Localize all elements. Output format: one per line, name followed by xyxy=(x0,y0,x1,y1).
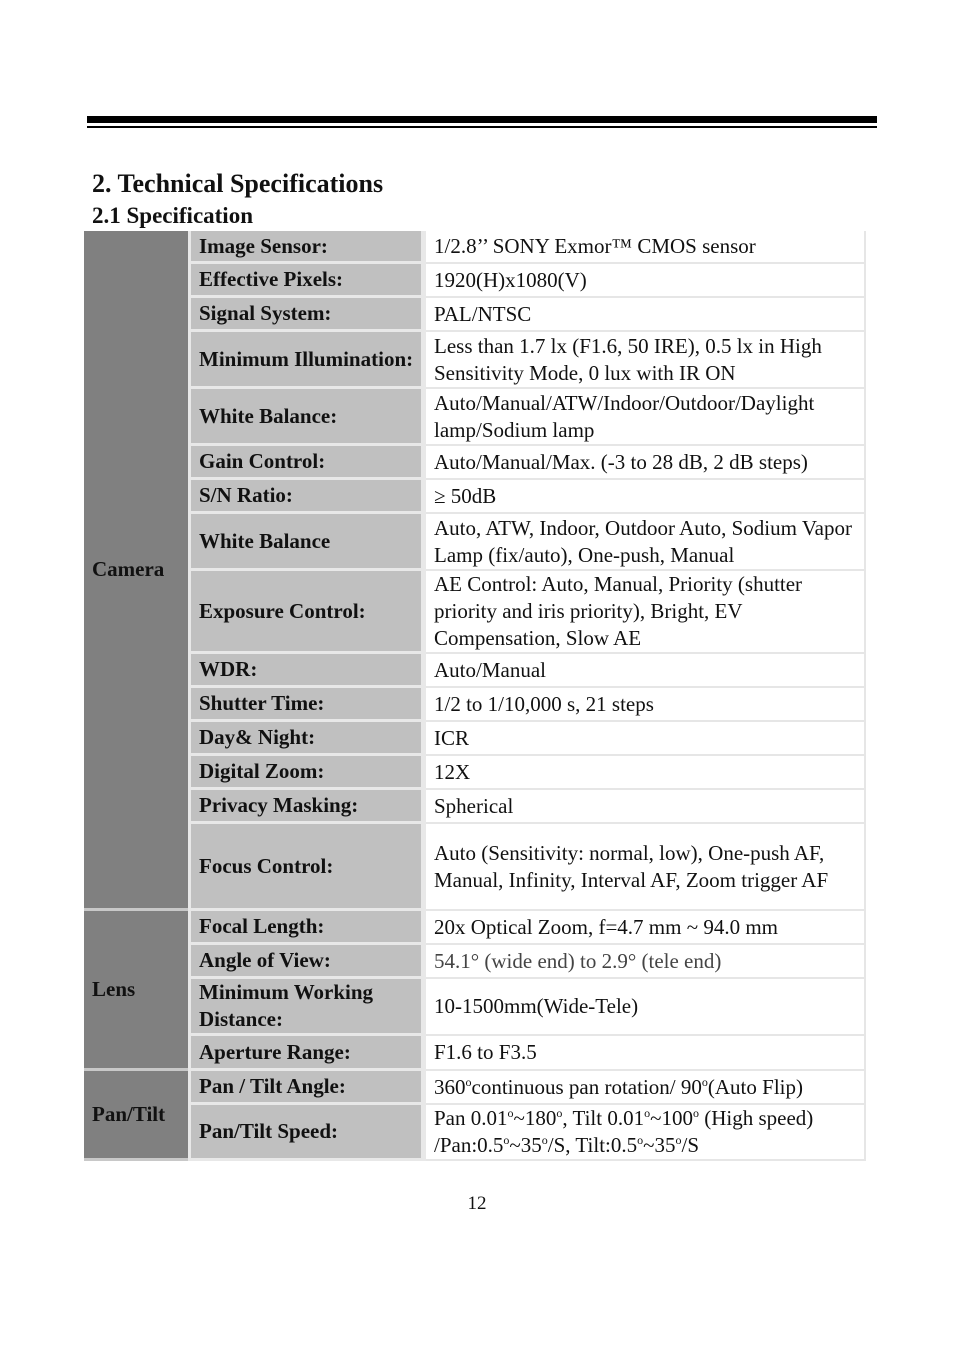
spec-value: Spherical xyxy=(426,790,866,824)
spec-label: Signal System: xyxy=(188,298,426,332)
category-lens: Lens xyxy=(84,911,188,1071)
spec-value: Auto/Manual/ATW/Indoor/Outdoor/Daylight lamp/Sodium lamp xyxy=(426,389,866,446)
spec-label: Gain Control: xyxy=(188,446,426,480)
spec-value: Auto, ATW, Indoor, Outdoor Auto, Sodium Vapor Lamp (fix/auto), One-push, Manual xyxy=(426,514,866,571)
spec-value: Auto/Manual/Max. (-3 to 28 dB, 2 dB steps) xyxy=(426,446,866,480)
table-row xyxy=(84,446,866,480)
spec-label: Effective Pixels: xyxy=(188,264,426,298)
spec-value: 1920(H)x1080(V) xyxy=(426,264,866,298)
table-row xyxy=(84,1105,866,1161)
spec-value: 20x Optical Zoom, f=4.7 mm ~ 94.0 mm xyxy=(426,911,866,945)
spec-label: Aperture Range: xyxy=(188,1036,426,1071)
header-rule-thick xyxy=(87,116,877,123)
category-camera: Camera xyxy=(84,231,188,911)
spec-label: Image Sensor: xyxy=(188,231,426,264)
spec-value: ICR xyxy=(426,722,866,756)
table-row xyxy=(84,911,866,945)
table-row xyxy=(84,722,866,756)
specification-table xyxy=(84,231,866,1161)
degree-mark: o xyxy=(465,1074,472,1089)
table-row xyxy=(84,480,866,514)
table-row xyxy=(84,389,866,446)
table-row xyxy=(84,514,866,571)
spec-label: Privacy Masking: xyxy=(188,790,426,824)
spec-value: Less than 1.7 lx (F1.6, 50 IRE), 0.5 lx in High Sensitivity Mode, 0 lux with IR ON xyxy=(426,332,866,389)
spec-label: Pan / Tilt Angle: xyxy=(188,1071,426,1105)
spec-label: Day& Night: xyxy=(188,722,426,756)
page-number: 12 xyxy=(467,1193,487,1214)
table-row xyxy=(84,654,866,688)
spec-value: Auto (Sensitivity: normal, low), One-push AF, Manual, Infinity, Interval AF, Zoom trigger AF xyxy=(426,824,866,911)
spec-label: Angle of View: xyxy=(188,945,426,979)
table-row xyxy=(84,824,866,911)
spec-label: White Balance: xyxy=(188,389,426,446)
spec-value: 360$^o$continuous pan rotation/ 90$^o$(Auto Flip) xyxy=(426,1071,866,1105)
spec-label: Exposure Control: xyxy=(188,571,426,654)
spec-value: 12X xyxy=(426,756,866,790)
table-row xyxy=(84,979,866,1036)
spec-label: Pan/Tilt Speed: xyxy=(188,1105,426,1161)
spec-label: Minimum Working Distance: xyxy=(188,979,426,1036)
table-row xyxy=(84,1071,866,1105)
header-rule-thin xyxy=(87,126,877,128)
spec-label: Digital Zoom: xyxy=(188,756,426,790)
table-row xyxy=(84,945,866,979)
table-row xyxy=(84,231,866,264)
table-row xyxy=(84,1036,866,1071)
section-title: 2. Technical Specifications xyxy=(92,169,384,198)
spec-label: White Balance xyxy=(188,514,426,571)
spec-value: 54.1° (wide end) to 2.9° (tele end) xyxy=(426,945,866,979)
table-row xyxy=(84,332,866,389)
spec-value: ≥ 50dB xyxy=(426,480,866,514)
table-row xyxy=(84,688,866,722)
spec-label: Minimum Illumination: xyxy=(188,332,426,389)
spec-value: Auto/Manual xyxy=(426,654,866,688)
spec-label: Focal Length: xyxy=(188,911,426,945)
table-row xyxy=(84,264,866,298)
spec-label: WDR: xyxy=(188,654,426,688)
spec-value: F1.6 to F3.5 xyxy=(426,1036,866,1071)
table-row xyxy=(84,790,866,824)
spec-value: PAL/NTSC xyxy=(426,298,866,332)
spec-value: 1/2.8’’ SONY Exmor™ CMOS sensor xyxy=(426,231,866,264)
spec-value: 1/2 to 1/10,000 s, 21 steps xyxy=(426,688,866,722)
table-row xyxy=(84,298,866,332)
spec-value: AE Control: Auto, Manual, Priority (shutter priority and iris priority), Bright, EV Compensation, Slow AE xyxy=(426,571,866,654)
spec-label: Focus Control: xyxy=(188,824,426,911)
spec-value: 10-1500mm(Wide-Tele) xyxy=(426,979,866,1036)
table-row xyxy=(84,571,866,654)
table-row xyxy=(84,756,866,790)
spec-label: S/N Ratio: xyxy=(188,480,426,514)
spec-value: Pan 0.01$^o$~180$^o$, Tilt 0.01$^o$~100$^o$ (High speed) /Pan:0.5$^o$~35$^o$/S, Tilt:0.5$^o$~35$^o$/S xyxy=(426,1105,866,1161)
category-pan-tilt: Pan/Tilt xyxy=(84,1071,188,1161)
section-subtitle: 2.1 Specification xyxy=(92,203,253,228)
degree-mark: o xyxy=(701,1074,708,1089)
spec-label: Shutter Time: xyxy=(188,688,426,722)
